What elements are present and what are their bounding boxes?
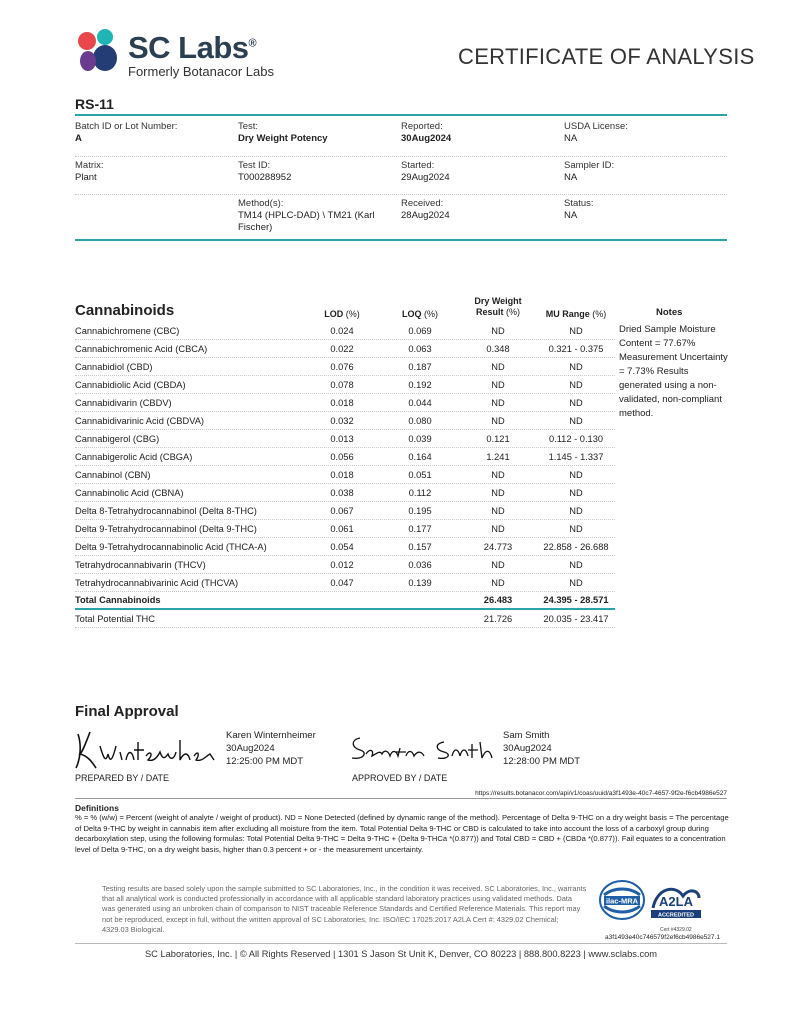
cell-lod: 0.038 [330,487,354,498]
cell-loq: 0.192 [408,379,432,390]
approved-by-caption: APPROVED BY / DATE [352,773,448,783]
disclaimer-text: Testing results are based solely upon the sample submitted to SC Laboratories, Inc., in the condition it was received. SC Laboratories, Inc., warrants that all analytical work is conducted professionally in accordance with all applicable standard laboratory practices using validated methods. Data was generated using an unbroken chain of comparison to NIST traceable Reference Standards and Certified Reference Materials. This report may not be reproduced, except in full, without the written approval of SC Laboratories, Inc. ISO/IEC 17025:2017 A2LA Cert #: 4329.02 Chemical; 4329.03 Biological. [102,884,587,934]
cell-mu: 0.321 - 0.375 [548,343,604,354]
svg-text:A2LA: A2LA [659,894,693,909]
cell-name: Delta 8-Tetrahydrocannabinol (Delta 8-THC) [75,505,257,516]
table-row [75,448,615,466]
notes-title: Notes [656,307,683,318]
cell-name: Cannabichromenic Acid (CBCA) [75,343,208,354]
table-row [75,484,615,502]
cell-name: Cannabidivarinic Acid (CBDVA) [75,415,205,426]
cell-result: 0.348 [486,343,510,354]
cell-lod: 0.078 [330,379,354,390]
preparer-block [226,729,316,768]
preparer-time: 12:25:00 PM MDT [226,756,304,767]
preparer-signature-icon [70,720,220,772]
cell-result: 24.773 [483,541,513,552]
cell-loq: 0.069 [408,325,432,336]
cell-mu: ND [569,577,583,588]
sample-name: RS-11 [75,96,114,112]
brand-subtitle: Formerly Botanacor Labs [128,64,274,79]
table-title: Cannabinoids [75,302,175,319]
svg-text:ACCREDITED: ACCREDITED [657,912,695,919]
final-approval-title: Final Approval [75,703,179,720]
definitions-title: Definitions [75,803,119,813]
cell-mu: ND [569,397,583,408]
table-row [75,340,615,358]
approver-signature-icon [348,728,498,768]
certificate-hash: a3f1493e40c746579f2ef6cb4986e527.1 [605,934,720,941]
cell-result: ND [491,325,505,336]
col-mu-range: MU Range (%) [545,309,607,319]
cell-lod: 0.013 [330,433,354,444]
cell-mu: 1.145 - 1.337 [548,451,604,462]
divider [75,943,727,944]
cell-name: Cannabigerolic Acid (CBGA) [75,451,193,462]
table-row [75,466,615,484]
col-result: Dry Weight Result (%) [474,296,522,317]
cell-loq: 0.039 [408,433,432,444]
table-row [75,322,615,340]
table-row [75,538,615,556]
total-potential-thc-row: Total Potential THC 21.726 20.035 - 23.417 [75,610,615,628]
cell-loq: 0.164 [408,451,432,462]
cell-name: Cannabinolic Acid (CBNA) [75,487,184,498]
approver-name: Sam Smith [503,730,550,741]
cell-result: ND [491,559,505,570]
cell-lod: 0.056 [330,451,354,462]
cell-loq: 0.177 [408,523,432,534]
preparer-date: 30Aug2024 [226,743,275,754]
cell-mu: ND [569,505,583,516]
cell-result: ND [491,361,505,372]
brand-name: SC Labs® [128,30,257,65]
divider [75,114,727,116]
cell-result: ND [491,397,505,408]
cell-name: Delta 9-Tetrahydrocannabinol (Delta 9-THC) [75,523,257,534]
cell-name: Delta 9-Tetrahydrocannabinolic Acid (THCA-A) [75,541,267,552]
cell-mu: ND [569,325,583,336]
definitions-text: % = % (w/w) = Percent (weight of analyte / weight of product). ND = None Detected (defined by dynamic range of the method). Percentage of Delta 9-THC on a dry weight basis = The percentage of Delta 9-THC by weight in cannabis item after excluding all moisture from the item. Total Potential Delta 9-THC or CBD is calculated to take into account the loss of a carboxyl group during decarboxylation step, using the following formulas: Total Potential Delta 9-THC = Delta 9-THC + (Delta 9-THCa *(0.877)) and Total CBD = CBD + (CBDa *(0.877)). Fail equates to a concentration level of Delta 9-THC, on a dry weight basis, higher than 0.3 percent + or - the measurement uncertainty. [75,813,729,854]
info-row: Batch ID or Lot Number: A Test: Dry Weight Potency Reported: 30Aug2024 USDA License: NA [75,121,727,157]
sc-labs-logo-icon [75,28,123,74]
cell-loq: 0.051 [408,469,432,480]
notes-text: Dried Sample Moisture Content = 77.67% Measurement Uncertainty = 7.73% Results generated using a non-validated, non-compliant method. [619,324,728,419]
cell-result: 1.241 [486,451,510,462]
table-row [75,376,615,394]
cell-result: ND [491,487,505,498]
cell-name: Cannabidiolic Acid (CBDA) [75,379,186,390]
cell-lod: 0.018 [330,469,354,480]
cell-lod: 0.012 [330,559,354,570]
table-row [75,574,615,592]
cell-lod: 0.024 [330,325,354,336]
col-lod: LOD (%) [324,309,360,319]
document-title: CERTIFICATE OF ANALYSIS [458,44,755,69]
col-loq: LOQ (%) [401,309,438,319]
cell-loq: 0.187 [408,361,432,372]
cell-result: 0.121 [486,433,510,444]
table-body [75,322,615,592]
divider [75,239,727,241]
cell-loq: 0.195 [408,505,432,516]
table-row [75,358,615,376]
cell-lod: 0.018 [330,397,354,408]
divider [75,798,727,799]
cell-loq: 0.157 [408,541,432,552]
table-row [75,394,615,412]
cell-name: Cannabigerol (CBG) [75,433,160,444]
cell-mu: ND [569,523,583,534]
prepared-by-caption: PREPARED BY / DATE [75,773,170,783]
cell-name: Cannabidiol (CBD) [75,361,153,372]
cell-loq: 0.036 [408,559,432,570]
info-row: Matrix: Plant Test ID: T000288952 Started: 29Aug2024 Sampler ID: NA [75,157,727,195]
cell-loq: 0.044 [408,397,432,408]
preparer-name: Karen Winternheimer [226,730,316,741]
cell-name: Tetrahydrocannabivarin (THCV) [75,559,206,570]
cell-name: Cannabichromene (CBC) [75,325,180,336]
sample-info-grid [75,121,727,239]
cell-result: ND [491,415,505,426]
cell-lod: 0.054 [330,541,354,552]
cell-name: Tetrahydrocannabivarinic Acid (THCVA) [75,577,239,588]
approver-time: 12:28:00 PM MDT [503,756,581,767]
cell-mu: ND [569,379,583,390]
table-row [75,502,615,520]
cell-loq: 0.112 [408,487,432,498]
cell-mu: 0.112 - 0.130 [548,433,604,444]
cell-loq: 0.080 [408,415,432,426]
cell-result: ND [491,577,505,588]
table-header [75,296,615,322]
cell-mu: ND [569,469,583,480]
cell-mu: ND [569,361,583,372]
cell-mu: ND [569,415,583,426]
table-row [75,430,615,448]
cell-lod: 0.022 [330,343,354,354]
table-row [75,520,615,538]
cell-mu: ND [569,559,583,570]
approver-block [503,729,580,768]
cell-lod: 0.067 [330,505,354,516]
svg-text:ilac-MRA: ilac-MRA [605,896,639,906]
cell-result: ND [491,523,505,534]
footer-text: SC Laboratories, Inc. | © All Rights Reserved | 1301 S Jason St Unit K, Denver, CO 80223 | 888.800.8223 | www.sclabs.com [144,949,658,959]
table-row [75,412,615,430]
approver-date: 30Aug2024 [503,743,552,754]
cell-lod: 0.032 [330,415,354,426]
total-cannabinoids-row: Total Cannabinoids 26.483 24.395 - 28.571 [75,592,615,610]
cell-lod: 0.076 [330,361,354,372]
a2la-accredited-badge-icon [649,884,703,920]
cell-name: Cannabidivarin (CBDV) [75,397,172,408]
cannabinoids-table [75,296,615,628]
cell-loq: 0.063 [408,343,432,354]
cell-name: Cannabinol (CBN) [75,469,151,480]
cell-lod: 0.047 [330,577,354,588]
table-row [75,556,615,574]
cell-result: ND [491,505,505,516]
ilac-mra-badge-icon [598,879,646,921]
cert-number: Cert #4329.02 [660,927,692,933]
cell-mu: 22.858 - 26.688 [543,541,609,552]
results-url-link[interactable]: https://results.botanacor.com/api/v1/coas/uuid/a3f1493e-40c7-4657-9f2e-f6cb4986e527 [475,790,727,797]
cell-loq: 0.139 [408,577,432,588]
cell-result: ND [491,379,505,390]
cell-mu: ND [569,487,583,498]
cell-result: ND [491,469,505,480]
info-row: Method(s): TM14 (HPLC-DAD) \ TM21 (Karl Fischer) Received: 28Aug2024 Status: NA [238,198,594,233]
cell-lod: 0.061 [330,523,354,534]
